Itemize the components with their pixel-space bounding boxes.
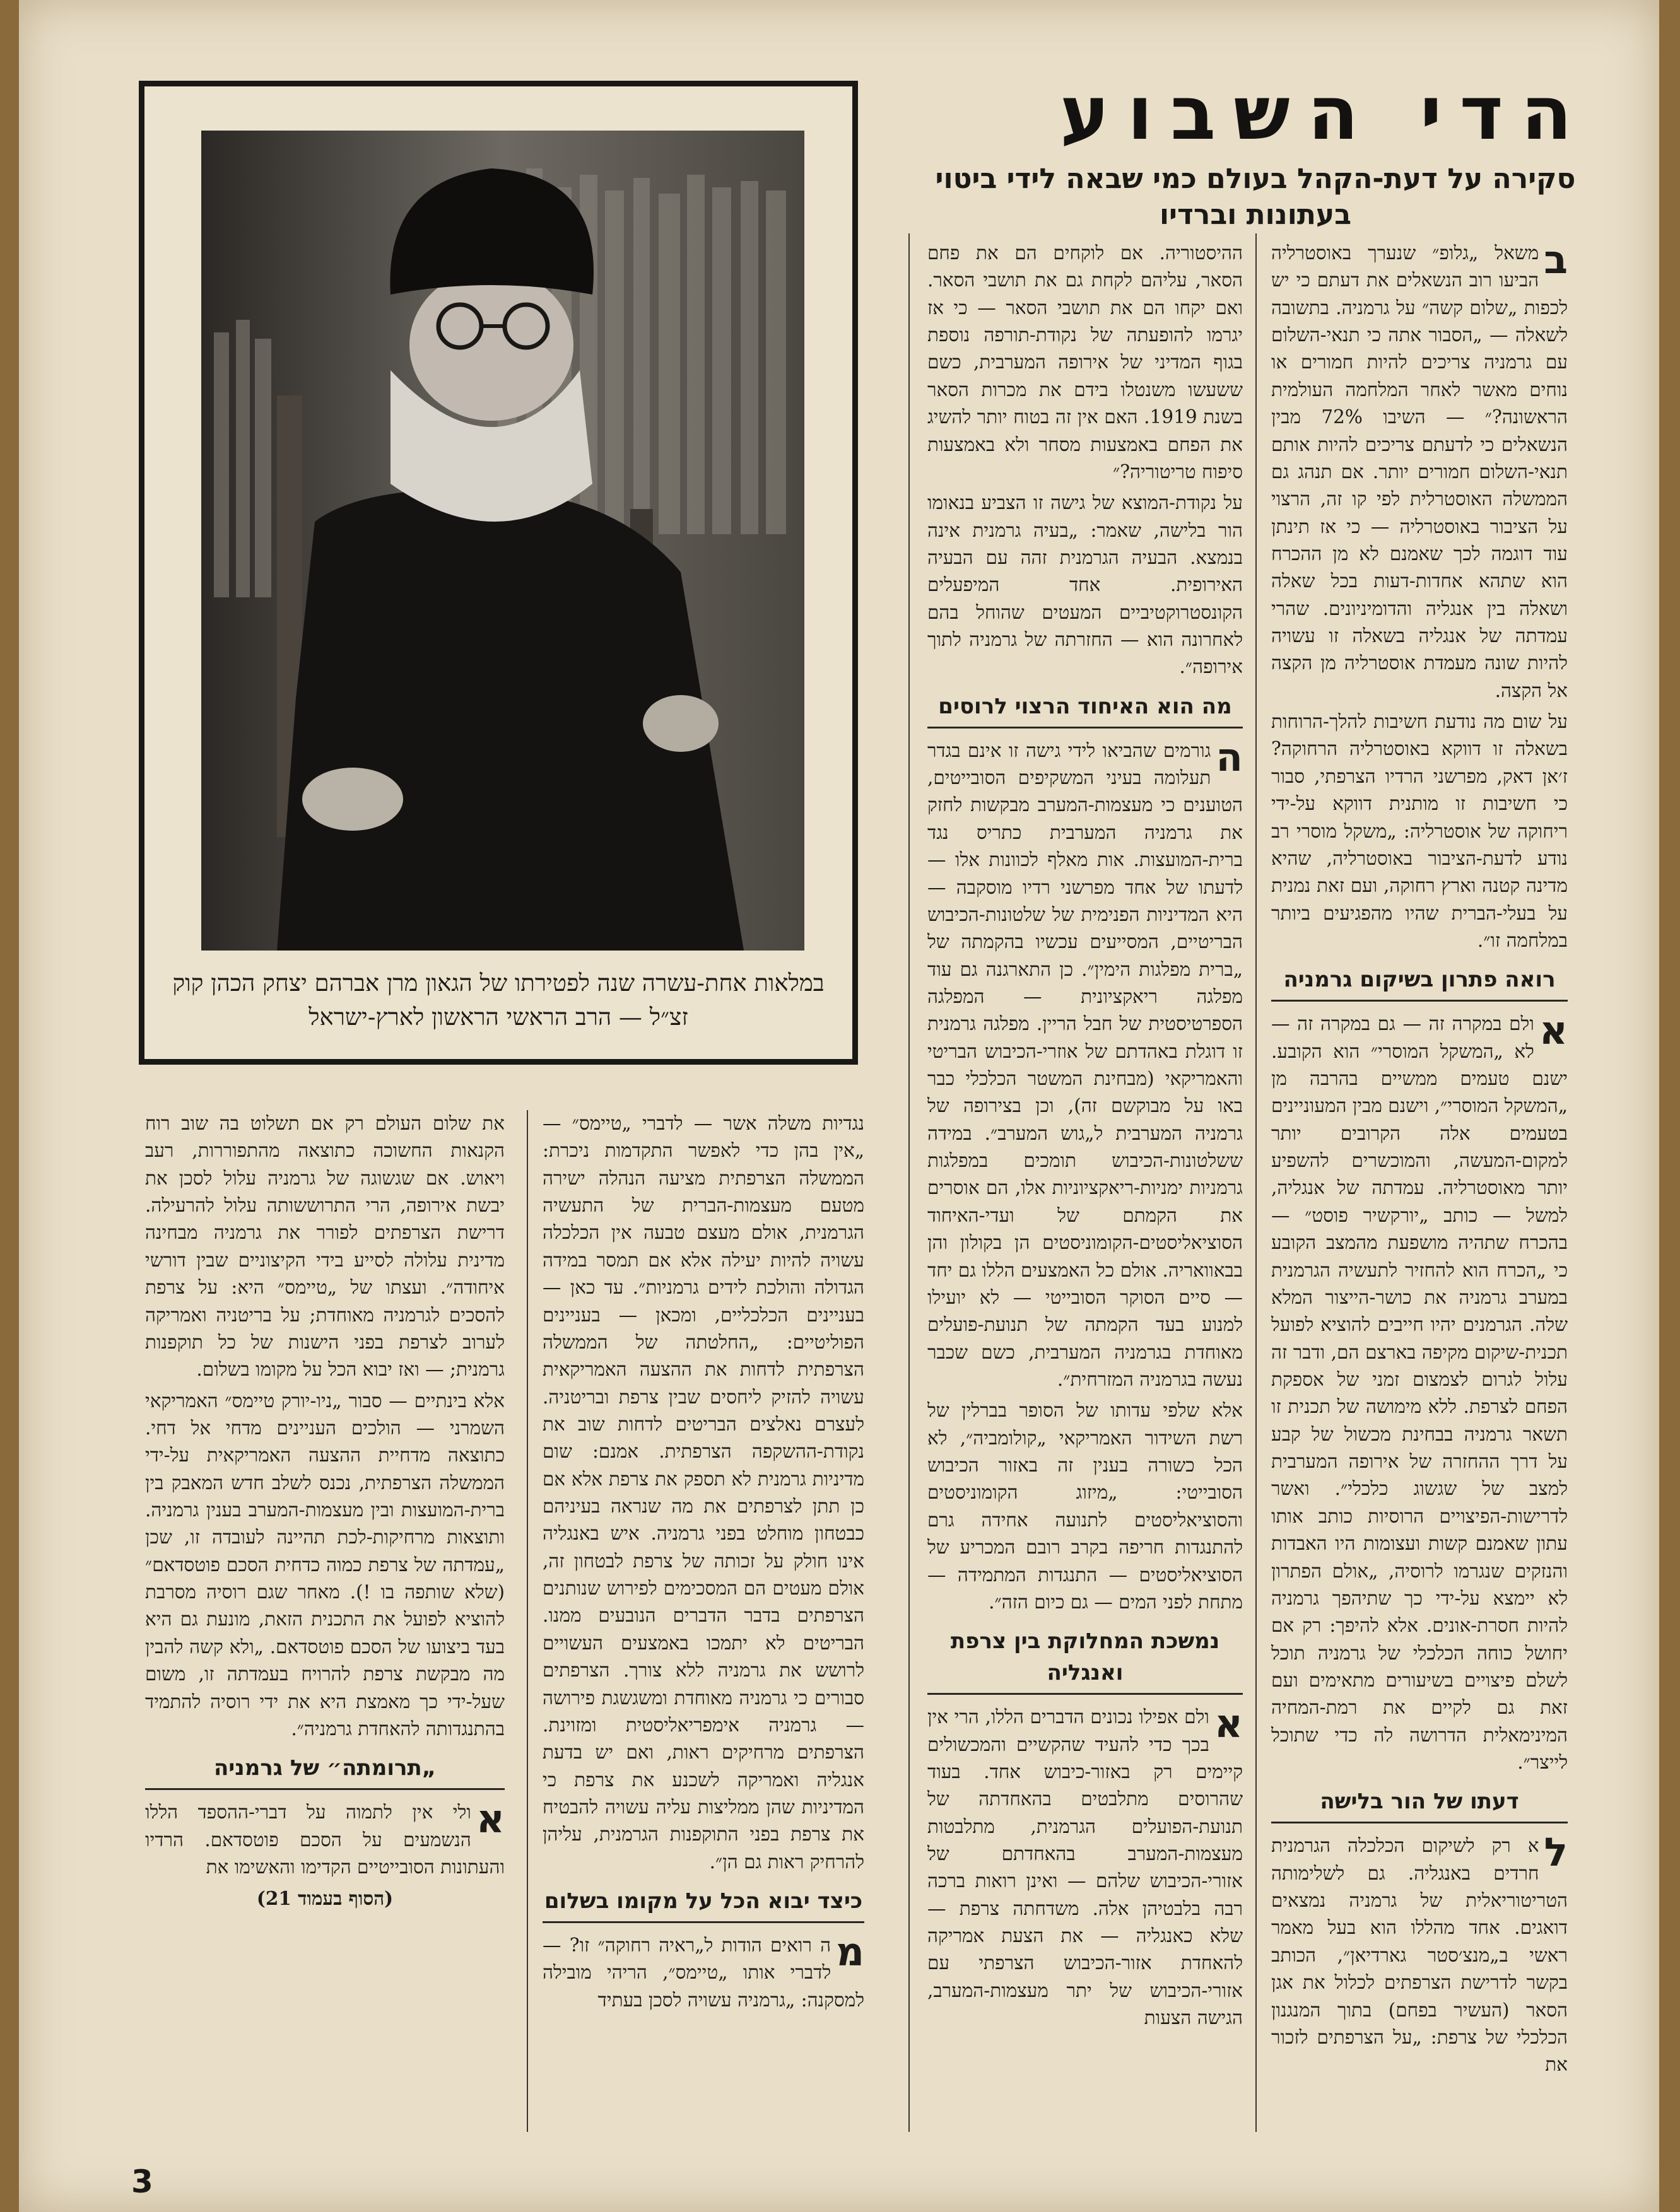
paragraph: ההיסטוריה. אם לוקחים הם את פחם הסאר, עליהם לקחת גם את תושבי הסאר. ואם יקחו הם את תושבי הסאר — כי אז יגרמו להופעתה של נקודת-תורפה נוספת בגוף המדיני של אירופה המערבית, כשם ששעשו משנטלו בידם את מכרות הסאר בשנת 1919. האם אין זה בטוח יותר להשיג את הפחם באמצעות מסחר ולא באמצעות סיפוח טריטוריה?״ [927,242,1243,483]
column-divider [527,1110,528,2132]
paragraph [1271,1007,1568,1776]
continued-note: (הסוף בעמוד 21) [256,1887,394,1910]
column-center-lower [543,1110,864,2138]
photo-frame [139,81,858,1065]
page-number: 3 [131,2163,153,2200]
paragraph [1271,240,1568,705]
drop-cap: ב [1544,240,1568,283]
column-left [145,1110,505,2138]
section-heading: דעתו של הור בלישה [1271,1786,1568,1823]
drop-cap: ל [1544,1829,1568,1876]
paragraph: על נקודת-המוצא של גישה זו הצביע בנאומו הור בלישה, שאמר: „בעיה גרמנית אינה בנמצא. הבעיה הגרמנית זהה עם הבעיה האירופית. אחד המיפעלים הקונסטרוקטיביים המעטים שהוחל בהם לאחרונה הוא — החזרתה של גרמניה לתוך אירופה״. [927,492,1243,678]
section-heading: רואה פתרון בשיקום גרמניה [1271,964,1568,1002]
drop-cap: א [476,1796,505,1842]
drop-cap: מ [836,1929,864,1975]
paragraph-text: ולי אין לתמוה על דברי-ההספד הללו הנשמעים על הסכם פוטסדאם. הרדיו והעתונות הסובייטיים הקדימו והאשימו את [145,1801,505,1878]
section-heading: נמשכת המחלוקת בין צרפת ואנגליה [927,1626,1243,1695]
paragraph [927,734,1243,1394]
paragraph [1271,1829,1568,2078]
section-heading: כיצד יבוא הכל על מקומו בשלום [543,1886,864,1923]
magazine-page [19,0,1659,2212]
column-divider [1255,233,1257,2132]
page-subtitle: סקירה על דעת-הקהל בעולם כמי שבאה לידי ביטוי בעתונות וברדיו [935,163,1576,231]
paragraph-text: ולם אפילו נכונים הדברים הללו, הרי אין בכך כדי להעיד שהקשיים והמכשולים קיימים רק באזור-כיבוש אחד. בעוד שהרוסים מתלבטים בהאחדתה של תנועת-הפועלים הגרמנית, מתלבטות מעצמות-המערב בהאחדתם של אזורי-הכיבוש שלהם — ואינן רואות ברכה רבה בלבטיהן אלה. משדחתה צרפת — שלא כאנגליה — את הצעת אמריקה להאחדת אזור-הכיבוש הצרפתי עם אזורי-הכיבוש של יתר מעצמות-המערב, הגישה הצעות [927,1706,1243,2029]
paragraph: על שום מה נודעת חשיבות להלך-הרוחות בשאלה זו דווקא באוסטרליה הרחוקה? ז׳אן דאק, מפרשני הרדיו הצרפתי, סבור כי חשיבות זו מותנית דווקא על-ידי ריחוקה של אוסטרליה: „משקל מוסרי רב נודע לדעת-הציבור באוסטרליה, שהיא מדינה קטנה וארץ רחוקה, ועם זאת נמנית על בעלי-הברית שהיו מהפגיעים ביותר במלחמה זו״. [1271,711,1568,951]
drop-cap: א [1539,1007,1568,1054]
paragraph-text: גורמים שהביאו לידי גישה זו אינם בגדר תעלומה בעיני המשקיפים הסובייטים, הטוענים כי מעצמות-המערב מבקשות לחזק את גרמניה המערבית כתריס נגד ברית-המועצות. אות מאלף לכוונות אלו — לדעתו של אחד מפרשני רדיו מוסקבה — היא המדיניות הפנימית של שלטונות-הכיבוש הבריטיים, המסייעים עכשיו בהקמתה של „ברית מפלגות הימין״. כן התארגנה גם עוד מפלגה ריאקציונית — המפלגה הספרטיסטית של חבל הריין. מפלגה גרמנית זו דוגלת באהדתם של אוזרי-הכיבוש הבריטי והאמריקאי (מבחינת המשטר הכלכלי כבר באו על מבוקשם זה), וכן בצירופה של גרמניה המערבית ל„גוש המערב״. במידה ששלטונות-הכיבוש תומכים במפלגות גרמניות ימניות-ריאקציוניות אלו, הם אוסרים את הקמתם של ועדי-האיחוד הסוציאליסטים-הקומוניסטים הן בקולון והן בבאוואריה. אולם כל האמצעים הללו גם יחד — סיים הסוקר הסובייטי — לא יועילו למנוע בעד הקמתה של תנועת-פועלים מאוחדת בגרמניה המערבית, כשם שכבר נעשה בגרמניה המזרחית״. [927,739,1243,1390]
drop-cap: ה [1216,734,1243,780]
paragraph [927,1700,1243,2032]
section-heading: „תרומתה״ של גרמניה [145,1753,505,1790]
paragraph: נגדיות משלה אשר — לדברי „טיימס״ — „אין בהן כדי לאפשר התקדמות ניכרת: הממשלה הצרפתית מציעה הנהלה ישירה מטעם מעצמות-הברית של התעשיה הגרמנית, אולם מעצם טבעה אין הכלכלה עשויה להיות יעילה אלא אם תמסר במידה הגדולה והולכת לידים גרמניות״. עד כאן — בעניינים הכלכליים, ומכאן — בעניינים הפוליטיים: „החלטתה של הממשלה הצרפתית לדחות את ההצעה האמריקאית עשויה להזיק ליחסים שבין צרפת ובריטניה. לעצרם נאלצים הבריטים לדחות שוב את נקודת-ההשקפה הצרפתית. אמנם: שום מדיניות גרמנית לא תספק את צרפת אלא אם כן תתן לצרפתים את מה שנראה בעיניהם כבטחון מוחלט בפני גרמניה. איש באנגליה אינו חולק על זכותה של צרפת לבטחון זה, אולם מעטים הם המסכימים לפירוש שנותנים הצרפתים בדבר הדברים הנובעים ממנו. הבריטים לא יתמכו באמצעים העשויים לרושש את גרמניה ללא צורך. הצרפתים סבורים כי גרמניה מאוחדת ומשגשגת פירושה — גרמניה אימפריאליסטית ומזוינת. הצרפתים מרחיקים ראות, ואם יש בדעת אנגליה ואמריקה לשכנע את צרפת כי המדיניות שהן ממליצות עליה עשויה להבטיח את צרפת בפני התוקפנות הגרמנית, עליהן להרחיק ראות גם הן״. [543,1113,864,1873]
paragraph [543,1929,864,2014]
page-title: הדי השבוע [1060,69,1590,156]
photo-caption: במלאות אחת-עשרה שנה לפטירתו של הגאון מרן אברהם יצחק הכהן קוק זצ״ל — הרב הראשי הראשון לארץ-ישראל [172,969,825,1031]
section-heading: מה הוא האיחוד הרצוי לרוסים [927,691,1243,729]
paragraph-text: ה רואים הודות ל„ראיה רחוקה״ זו? — לדברי אותו „טיימס״, הריהי מובילה למסקנה: „גרמניה עשויה לסכן בעתיד [543,1934,864,2011]
drop-cap: א [1214,1700,1243,1747]
column-right [1271,240,1568,2132]
paragraph: אלא בינתיים — סבור „ניו-יורק טיימס״ האמריקאי השמרני — הולכים העניינים מדחי אל דחי. כתוצאה מדחיית ההצעה האמריקאית על-ידי הממשלה הצרפתית, נכנס לשלב חדש המאבק בין ברית-המועצות ובין מעצמות-המערב בענין גרמניה. ותוצאות מרחיקות-לכת תהיינה לעובדה זו, שכן „עמדתה של צרפת כמוה כדחית הסכם פוטסדאם״ (שלא שותפה בו !). מאחר שגם רוסיה מסרבת להוציא לפועל את התכנית הזאת, מונעת גם היא בעד ביצועו של הסכם פוטסדאם. „ולא קשה להבין מה מבקשת צרפת להרויח בעמדתה זו, משום שעל-ידי כך מאמצת היא את ידי רוסיה להתמיד בהתנגדותה להאחדת גרמניה״. [145,1390,505,1740]
rabbi-portrait-illustration [201,131,804,951]
paragraph: את שלום העולם רק אם תשלוט בה שוב רוח הקנאות החשוכה כתוצאה מהתפוררות, רעב ויאוש. אם שגשוגה של גרמניה עלול לסכן את יבשת אירופה, הרי התרוששותה עלול להרעילה. דרישת הצרפתים לפורר את גרמניה מבחינה מדינית עלולה לסייע בידי הקיצוניים שבין דורשי איחודה״. ועצתו של „טיימס״ היא: על צרפת להסכים לגרמניה מאוחדת; על בריטניה ואמריקה לערוב לצרפת בפני הישנות של כל תוקפנות גרמנית; — ואז יבוא הכל על מקומו בשלום. [145,1113,505,1381]
column-divider [908,233,910,2132]
paragraph [145,1796,505,1881]
portrait-photo [201,131,804,951]
paragraph: אלא שלפי עדותו של הסופר בברלין של רשת השידור האמריקאי „קולומביה״, לא הכל כשורה בענין זה באזור הכיבוש הסובייטי: „מיזוג הקומוניסטים והסוציאליסטים לתנועה אחידה גרם להתנגדות חריפה בקרב רובם המכריע של הסוציאליסטים — התנגדות המתמידה — מתחת לפני המים — גם כיום הזה״. [927,1400,1243,1613]
paragraph-text: ולם במקרה זה — גם במקרה זה — לא „המשקל המוסרי״ הוא הקובע. ישנם טעמים ממשיים בהרבה מן „המשקל המוסרי״, וישנם מבין המעוניינים בטעמים אלה הקרובים יותר למקום-המעשה, והמוכשרים להשפיע יותר מאוסטרליה. עמדתה של אנגליה, למשל — כותב „יורקשיר פוסט״ — בהכרח שתהיה מושפעת מהמצב הקובע כי „הכרח הוא להחזיר לתעשיה הגרמנית במערב גרמניה את כושר-הייצור המלא שלה. הגרמנים יהיו חייבים להוציא לפועל תכנית-שיקום מקיפה בארצם הם, ודבר זה עלול לגרום לצמצום זמני של אספקת הפחם לצרפת. ללא מימושה של תכנית זו תשאר גרמניה בבחינת מכשול של קבע על דרך ההחזרה של אירופה המערבית למצב של שגשוג כלכלי״. ואשר לדרישות-הפיצויים הרוסיות כותב אותו עתון שאמנם קשות ועצומות היו האבדות והנזקים שנגרמו לרוסיה, „אולם הפתרון לא יימצא על-ידי כך שתיהפך גרמניה להיות חסרת-אונים. אלא להיפך: רק אם יחושל כוחה הכלכלי של גרמניה תוכל לשלם פיצויים בשיעורים מתאימים ועם זאת גם לקיים את רמת-המחיה המינימאלית הדרושה לה כדי שתוכל לייצר״. [1271,1013,1568,1774]
column-middle [927,240,1243,2132]
paragraph-text: משאל „גלופ״ שנערך באוסטרליה הביעו רוב הנשאלים את דעתם כי יש לכפות „שלום קשה״ על גרמניה. בתשובה לשאלה — „הסבור אתה כי תנאי-השלום עם גרמניה צריכים להיות חמורים או נוחים מאשר לאחר המלחמה העולמית הראשונה?״ — השיבו 72% מבין הנשאלים כי לדעתם צריכים להיות אותם תנאי-השלום חמורים יותר. אם תנהג גם הממשלה האוסטרלית לפי קו זה, הרצוי על הציבור באוסטרליה — כי אז תינתן עוד דוגמה לכך שאמנם לא מן ההכרח הוא שתהא אחדות-דעות בכל שאלה ושאלה בין אנגליה והדומיניונים. שהרי עמדתה של אנגליה בשאלה זו עשויה להיות שונה מעמדת אוסטרליה מן הקצה אל הקצה. [1271,242,1568,701]
paragraph-text: א רק לשיקום הכלכלה הגרמנית חרדים באנגליה. גם לשלימותה הטריטוריאלית של גרמניה נמצאים דואגים. אחד מהללו הוא בעל מאמר ראשי ב„מנצ׳סטר גארדיאן״, הכותב בקשר לדרישת הצרפתים לכלול את אגן הסאר (העשיר בפחם) בתוך המנגנון הכלכלי של צרפת: „על הצרפתים לזכור את [1271,1835,1568,2076]
